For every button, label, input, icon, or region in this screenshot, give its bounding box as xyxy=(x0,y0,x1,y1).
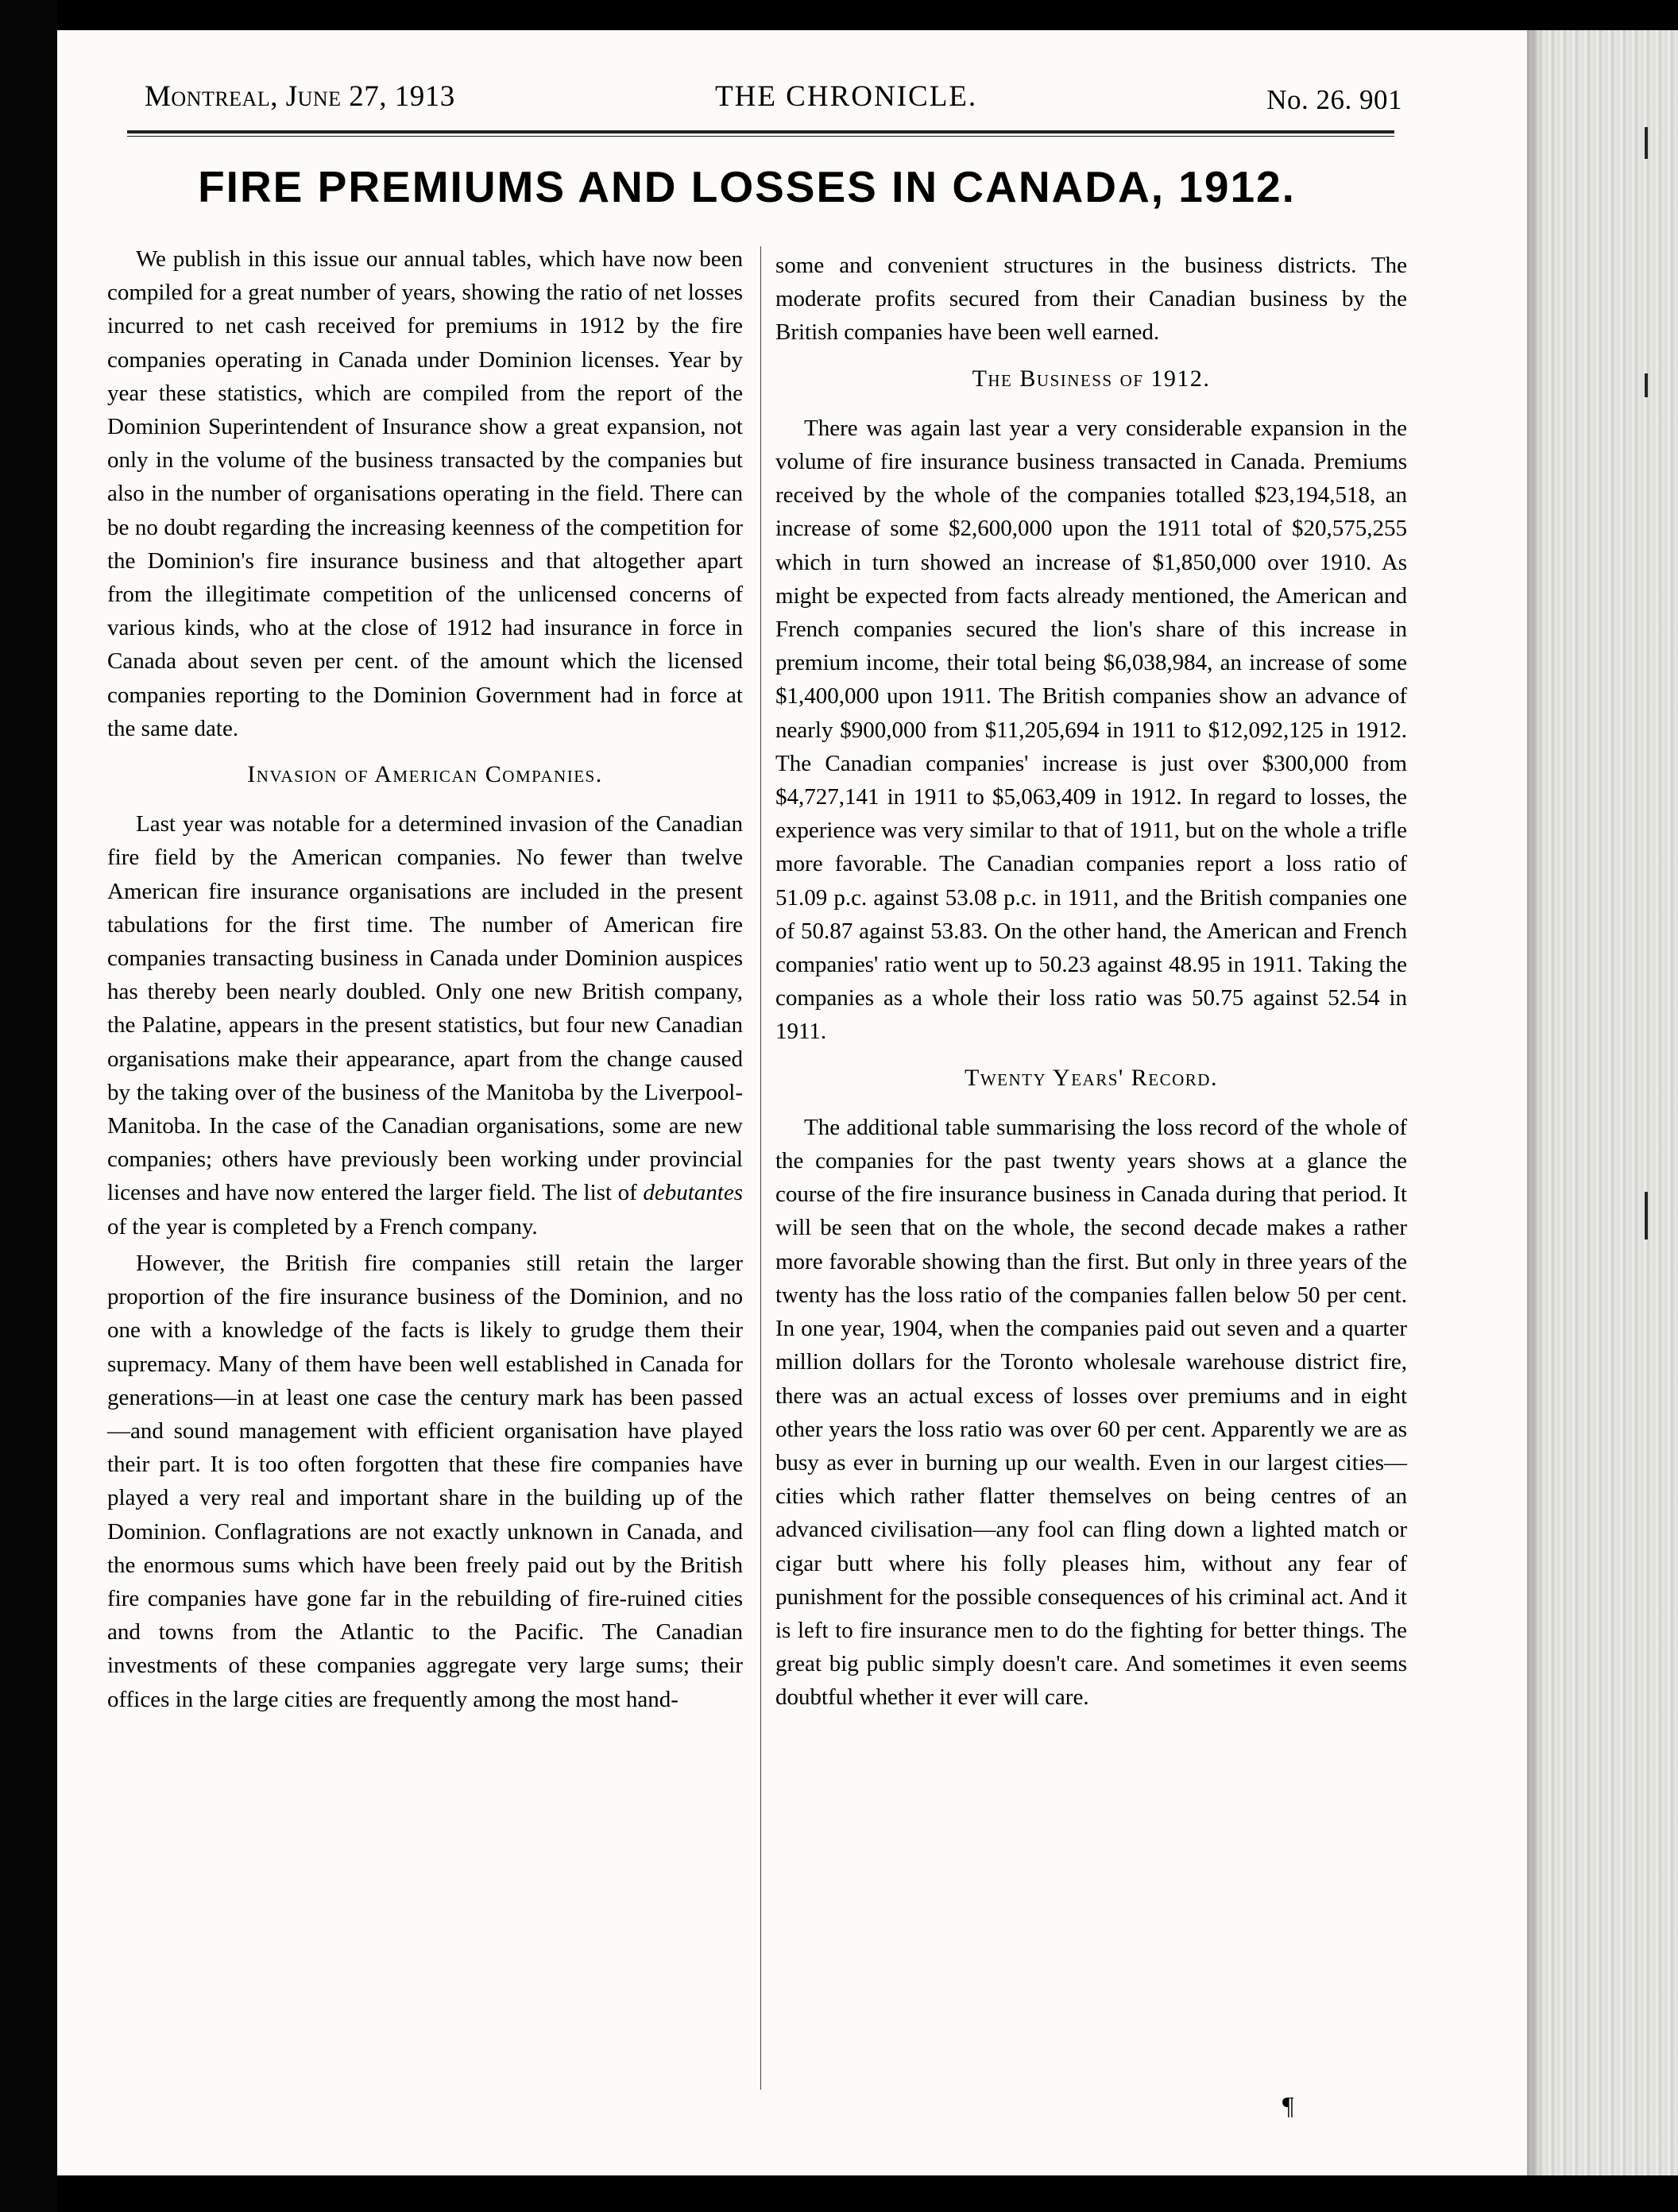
business-paragraph: There was again last year a very considerable expansion in the volume of fire insurance business transacted in Canada. Premiums received by the whole of the companies totalled $23,194,518, an increase of some $2,600,000 upon the 1911 total of $20,575,255 which in turn showed an increase of $1,850,000 over 1910. As might be expected from facts already mentioned, the American and French companies secured the lion's share of this increase in premium income, their total being $6,038,984, an increase of some $1,400,000 upon 1911. The British companies show an advance of nearly $900,000 from $11,205,694 in 1911 to $12,092,125 in 1912. The Canadian companies' increase is just over $300,000 from $4,727,141 in 1911 to $5,063,409 in 1912. In regard to losses, the experience was very similar to that of 1911, but on the whole a trifle more favorable. The Canadian companies report a loss ratio of 51.09 p.c. against 53.08 p.c. in 1911, and the British companies one of 50.87 against 53.83. On the other hand, the American and French companies' ratio went up to 50.23 against 48.95 in 1911. Taking the companies as a whole their loss ratio was 50.75 against 52.54 in 1911. xyxy=(775,415,1407,1045)
scan-left-edge xyxy=(0,0,57,2212)
issue-and-page-number: No. 26. 901 xyxy=(1266,84,1402,115)
invasion-paragraph-2: However, the British fire companies still retain the larger proportion of the fire insurance business of the Dominion, and no one with a knowledge of the facts is likely to grudge them their supremacy. Many of them have been well established in Canada for generations—in at least one case the century mark has been passed—and sound management with efficient organisation have played their part. It is too often forgotten that these fire companies have played a very real and important share in the building up of the Dominion. Conflagrations are not exactly unknown in Canada, and the enormous sums which have been freely paid out by the British fire companies have gone far in the rebuilding of fire-ruined cities and towns from the Atlantic to the Pacific. The Canadian investments of these companies aggregate very large sums; their offices in the large cities are frequently among the most hand- xyxy=(107,1250,743,1712)
scan-mark xyxy=(1645,1192,1648,1239)
continuation-paragraph: some and convenient structures in the business districts. The moderate profits secured from their Canadian business by the British companies have been well earned. xyxy=(775,253,1407,346)
section-heading-business: The Business of 1912. xyxy=(972,365,1211,392)
section-heading-invasion: Invasion of American Companies. xyxy=(247,761,603,788)
left-column xyxy=(107,242,743,1719)
section-heading-twenty-years: Twenty Years' Record. xyxy=(965,1064,1218,1091)
invasion-paragraph-1-end: of the year is completed by a French company. xyxy=(107,1213,538,1239)
scan-bottom-edge xyxy=(57,2175,1678,2212)
debutantes-italic: debutantes xyxy=(643,1180,744,1206)
dateline: Montreal, June 27, 1913 xyxy=(145,80,455,113)
running-head xyxy=(87,79,1402,127)
header-rule xyxy=(127,130,1394,137)
book-gutter-pages xyxy=(1532,30,1678,2175)
scan-mark xyxy=(1645,373,1648,397)
article-title: FIRE PREMIUMS AND LOSSES IN CANADA, 1912. xyxy=(198,162,1296,211)
right-column xyxy=(775,249,1407,1718)
column-divider xyxy=(760,246,761,2090)
footer-mark: ¶ xyxy=(1282,2091,1294,2120)
twenty-years-paragraph: The additional table summarising the loss record of the whole of the companies for the past twenty years shows at a glance the course of the fire insurance business in Canada during that period. It will be seen that on the whole, the second decade makes a rather more favorable showing than the first. But only in three years of the twenty has the loss ratio of the companies fallen below 50 per cent. In one year, 1904, when the companies paid out seven and a quarter million dollars for the Toronto wholesale warehouse district fire, there was an actual excess of losses over premiums and in eight other years the loss ratio was over 60 per cent. Apparently we are as busy as ever in burning up our wealth. Even in our largest cities—cities which rather flatter themselves on being centres of an advanced civilisation—any fool can fling down a lighted match or cigar butt where his folly pleases him, without any fear of punishment for the possible consequences of his criminal act. And it is left to fire insurance men to do the fighting for better things. The great big public simply doesn't care. And sometimes it even seems doubtful whether it ever will care. xyxy=(775,1114,1407,1711)
intro-paragraph: We publish in this issue our annual tables, which have now been compiled for a great number of years, showing the ratio of net losses incurred to net cash received for premiums in 1912 by the fire companies operating in Canada under Dominion licenses. Year by year these statistics, which are compiled from the report of the Dominion Superintendent of Insurance show a great expansion, not only in the volume of the business transacted by the companies but also in the number of organisations operating in the field. There can be no doubt regarding the increasing keenness of the competition for the Dominion's fire insurance business and that altogether apart from the illegitimate competition of the unlicensed concerns of various kinds, who at the close of 1912 had insurance in force in Canada about seven per cent. of the amount which the licensed companies reporting to the Dominion Government had in force at the same date. xyxy=(107,246,743,741)
scan-mark xyxy=(1645,127,1648,159)
invasion-paragraph-1 xyxy=(107,807,743,1243)
publication-name: THE CHRONICLE. xyxy=(715,80,978,113)
invasion-paragraph-1-text: Last year was notable for a determined invasion of the Canadian fire field by the American companies. No fewer than twelve American fire insurance organisations are included in the present tabulations for the first time. The number of American fire companies transacting business in Canada under Dominion auspices has thereby been nearly doubled. Only one new British company, the Palatine, appears in the present statistics, but four new Canadian organisations make their appearance, apart from the change caused by the taking over of the business of the Manitoba by the Liverpool-Manitoba. In the case of the Canadian organisations, some are new companies; others have previously been working under provincial licenses and have now entered the larger field. The list of xyxy=(107,811,743,1206)
gutter-shadow xyxy=(1527,30,1541,2175)
